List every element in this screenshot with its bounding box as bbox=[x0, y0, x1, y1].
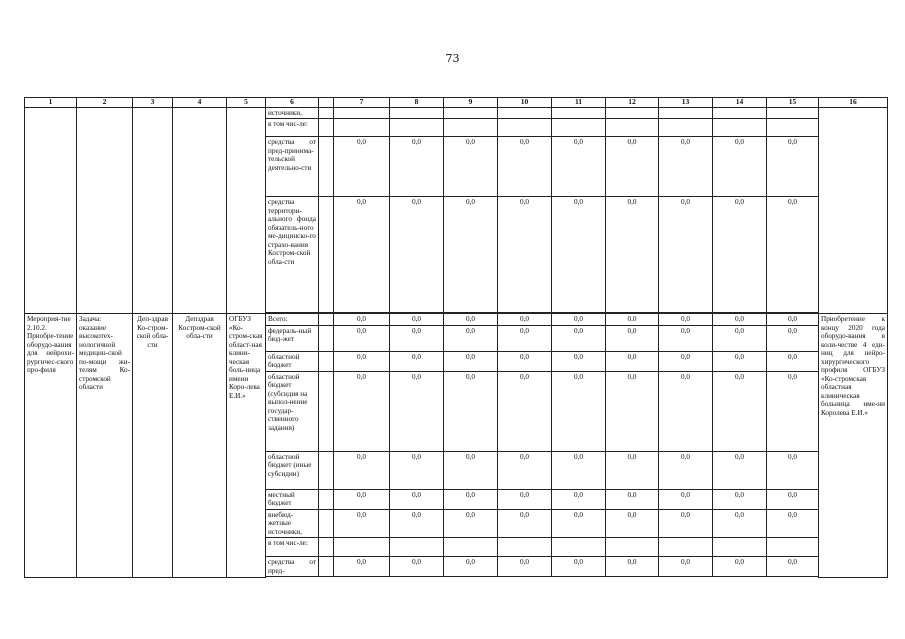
value-cell: 0,0 bbox=[334, 137, 390, 197]
value-cell: 0,0 bbox=[498, 509, 552, 537]
value-cell: 0,0 bbox=[498, 557, 552, 577]
value-cell: 0,0 bbox=[390, 197, 444, 313]
column-number: 13 bbox=[659, 98, 713, 108]
value-cell: 0,0 bbox=[498, 451, 552, 489]
value-cell: 0,0 bbox=[444, 371, 498, 451]
value-cell: 0,0 bbox=[767, 371, 819, 451]
column-number: 7 bbox=[334, 98, 390, 108]
value-cell: 0,0 bbox=[498, 197, 552, 313]
value-cell: 0,0 bbox=[606, 137, 659, 197]
value-cell: 0,0 bbox=[334, 451, 390, 489]
value-cell: 0,0 bbox=[552, 371, 606, 451]
value-cell: 0,0 bbox=[444, 557, 498, 577]
value-cell: 0,0 bbox=[444, 314, 498, 325]
value-cell: 0,0 bbox=[606, 351, 659, 371]
value-cell: 0,0 bbox=[713, 325, 767, 351]
column-number: 6 bbox=[266, 98, 319, 108]
value-cell: 0,0 bbox=[390, 509, 444, 537]
value-cell: 0,0 bbox=[444, 137, 498, 197]
value-cell: 0,0 bbox=[713, 489, 767, 509]
source-label: в том чис-ле: bbox=[266, 119, 319, 137]
value-cell: 0,0 bbox=[659, 325, 713, 351]
source-label: источники, bbox=[266, 108, 319, 119]
value-cell: 0,0 bbox=[552, 197, 606, 313]
page-number: 73 bbox=[445, 52, 460, 65]
measure-name: Мероприя-тие 2.10.2. Приобре-тение оборудо-вания для нейрохи-рургичес-ского про-филя bbox=[25, 314, 77, 577]
value-cell: 0,0 bbox=[606, 325, 659, 351]
value-cell: 0,0 bbox=[713, 451, 767, 489]
value-cell: 0,0 bbox=[390, 451, 444, 489]
value-cell: 0,0 bbox=[334, 371, 390, 451]
value-cell: 0,0 bbox=[767, 197, 819, 313]
value-cell: 0,0 bbox=[390, 557, 444, 577]
value-cell: 0,0 bbox=[390, 314, 444, 325]
value-cell: 0,0 bbox=[659, 451, 713, 489]
value-cell: 0,0 bbox=[444, 197, 498, 313]
source-label: средства от пред-принима-тельской деятельно-сти bbox=[266, 137, 319, 197]
value-cell: 0,0 bbox=[334, 557, 390, 577]
value-cell: 0,0 bbox=[334, 197, 390, 313]
value-cell: 0,0 bbox=[498, 137, 552, 197]
value-cell: 0,0 bbox=[552, 451, 606, 489]
source-label: областной бюджет (субсидия на выпол-нение государ-ственного задания) bbox=[266, 371, 319, 451]
value-cell: 0,0 bbox=[767, 325, 819, 351]
source-label: средства от пред- bbox=[266, 557, 319, 577]
value-cell: 0,0 bbox=[334, 314, 390, 325]
column-number-row bbox=[25, 98, 888, 108]
value-cell: 0,0 bbox=[498, 325, 552, 351]
column-number: 9 bbox=[444, 98, 498, 108]
value-cell: 0,0 bbox=[659, 371, 713, 451]
value-cell: 0,0 bbox=[767, 489, 819, 509]
value-cell: 0,0 bbox=[390, 325, 444, 351]
responsible-executor: Деп-здрав Ко-стром-ской обла-сти bbox=[133, 314, 173, 577]
expected-result: Приобретение к концу 2020 года оборудо-вания в коли-честве 4 еди-ниц для нейро-хирургического профиля ОГБУЗ «Ко-стромская областная клиническая больница име-ни Королева Е.И.» bbox=[819, 314, 888, 577]
source-label: средства территори-ального фонда обязатель-ного ме-дицинско-го страхо-вания Костром-ской обла-сти bbox=[266, 197, 319, 313]
table-row bbox=[25, 108, 888, 119]
value-cell: 0,0 bbox=[552, 489, 606, 509]
column-number: 12 bbox=[606, 98, 659, 108]
value-cell: 0,0 bbox=[713, 509, 767, 537]
value-cell: 0,0 bbox=[498, 314, 552, 325]
value-cell: 0,0 bbox=[552, 137, 606, 197]
value-cell: 0,0 bbox=[659, 557, 713, 577]
value-cell: 0,0 bbox=[767, 509, 819, 537]
column-number: 11 bbox=[552, 98, 606, 108]
recipient: ОГБУЗ «Ко-стром-ская област-ная клини-ческая боль-ница имени Коро-лева Е.И.» bbox=[227, 314, 266, 577]
value-cell: 0,0 bbox=[767, 137, 819, 197]
column-number: 14 bbox=[713, 98, 767, 108]
value-cell: 0,0 bbox=[606, 509, 659, 537]
value-cell: 0,0 bbox=[659, 509, 713, 537]
column-number: 8 bbox=[390, 98, 444, 108]
value-cell: 0,0 bbox=[606, 451, 659, 489]
value-cell: 0,0 bbox=[498, 351, 552, 371]
value-cell: 0,0 bbox=[334, 509, 390, 537]
column-number: 1 bbox=[25, 98, 77, 108]
source-label: федераль-ный бюд-жет bbox=[266, 325, 319, 351]
value-cell: 0,0 bbox=[552, 557, 606, 577]
value-cell: 0,0 bbox=[498, 489, 552, 509]
value-cell: 0,0 bbox=[659, 137, 713, 197]
co-executor: Депздрав Костром-ской обла-сти bbox=[173, 314, 227, 577]
measure-task: Задача: оказание высокотех-нологичной медицин-ской по-мощи жи-телям Ко-стромской области bbox=[77, 314, 133, 577]
value-cell: 0,0 bbox=[659, 351, 713, 371]
source-label: внебюд-жетные источники, bbox=[266, 509, 319, 537]
value-cell: 0,0 bbox=[767, 451, 819, 489]
value-cell: 0,0 bbox=[713, 557, 767, 577]
column-number: 3 bbox=[133, 98, 173, 108]
value-cell: 0,0 bbox=[444, 509, 498, 537]
column-number: 5 bbox=[227, 98, 266, 108]
value-cell: 0,0 bbox=[606, 557, 659, 577]
source-label: областной бюджет bbox=[266, 351, 319, 371]
value-cell: 0,0 bbox=[390, 371, 444, 451]
value-cell: 0,0 bbox=[713, 314, 767, 325]
value-cell: 0,0 bbox=[390, 351, 444, 371]
value-cell: 0,0 bbox=[606, 371, 659, 451]
value-cell: 0,0 bbox=[767, 314, 819, 325]
value-cell: 0,0 bbox=[552, 325, 606, 351]
value-cell: 0,0 bbox=[659, 489, 713, 509]
value-cell: 0,0 bbox=[713, 197, 767, 313]
value-cell: 0,0 bbox=[606, 197, 659, 313]
value-cell: 0,0 bbox=[713, 137, 767, 197]
value-cell: 0,0 bbox=[659, 197, 713, 313]
source-label: Всего: bbox=[266, 314, 319, 325]
column-number: 2 bbox=[77, 98, 133, 108]
value-cell: 0,0 bbox=[659, 314, 713, 325]
table-row bbox=[25, 314, 888, 325]
source-label: областной бюджет (иные субсидии) bbox=[266, 451, 319, 489]
value-cell: 0,0 bbox=[552, 314, 606, 325]
column-number: 15 bbox=[767, 98, 819, 108]
value-cell: 0,0 bbox=[552, 509, 606, 537]
value-cell: 0,0 bbox=[390, 137, 444, 197]
value-cell: 0,0 bbox=[767, 557, 819, 577]
source-label: в том чис-ле: bbox=[266, 538, 319, 557]
column-number: 16 bbox=[819, 98, 888, 108]
value-cell: 0,0 bbox=[713, 371, 767, 451]
value-cell: 0,0 bbox=[606, 314, 659, 325]
column-number: 10 bbox=[498, 98, 552, 108]
value-cell: 0,0 bbox=[606, 489, 659, 509]
source-label: местный бюджет bbox=[266, 489, 319, 509]
value-cell: 0,0 bbox=[498, 371, 552, 451]
value-cell: 0,0 bbox=[334, 351, 390, 371]
value-cell: 0,0 bbox=[713, 351, 767, 371]
value-cell: 0,0 bbox=[444, 489, 498, 509]
budget-table bbox=[24, 97, 888, 578]
value-cell: 0,0 bbox=[334, 325, 390, 351]
value-cell: 0,0 bbox=[444, 451, 498, 489]
value-cell: 0,0 bbox=[767, 351, 819, 371]
value-cell: 0,0 bbox=[390, 489, 444, 509]
value-cell: 0,0 bbox=[552, 351, 606, 371]
value-cell: 0,0 bbox=[334, 489, 390, 509]
value-cell: 0,0 bbox=[444, 351, 498, 371]
column-number: 4 bbox=[173, 98, 227, 108]
value-cell: 0,0 bbox=[444, 325, 498, 351]
